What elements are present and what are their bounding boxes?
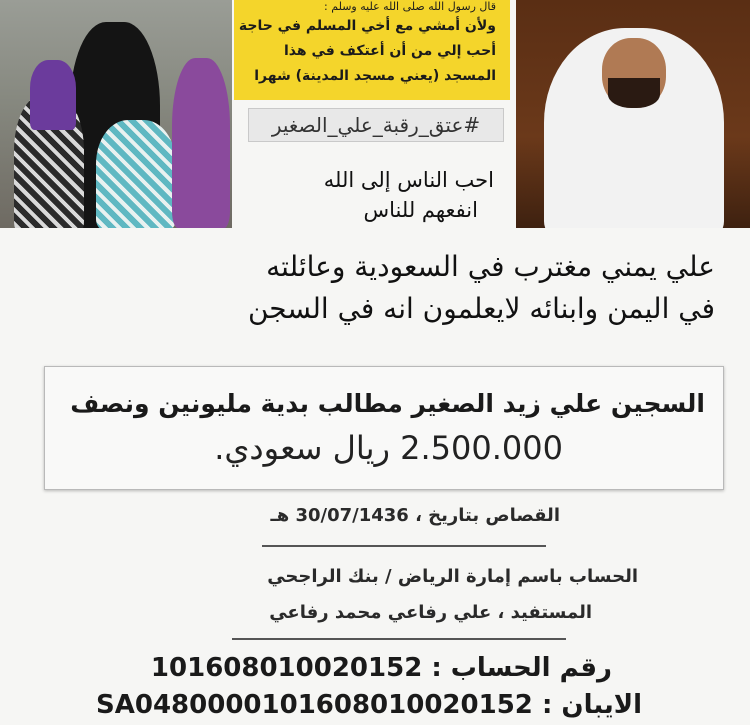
quote-line: المسجد (يعني مسجد المدينة) شهرا [254,68,496,84]
motto-line: احب الناس إلى الله [323,168,494,192]
headline-line: في اليمن وابنائه لايعلمون انه في السجن [247,292,715,325]
prisoner-demand-text: السجين علي زيد الصغير مطالب بدية مليونين ونصف [70,389,705,418]
child-figure [30,60,76,130]
account-number: رقم الحساب : 101608010020152 [150,653,612,683]
quote-line: قال رسول الله صلى الله عليه وسلم : [324,0,496,13]
blood-money-panel [44,366,724,490]
prisoner-photo [516,0,750,228]
account-name: الحساب باسم إمارة الرياض / بنك الراجحي [267,566,638,587]
beneficiary: المستفيد ، علي رفاعي محمد رفاعي [269,602,592,623]
quote-line: ولأن أمشي مع أخي المسلم في حاجة [238,18,496,34]
headline-line: علي يمني مغترب في السعودية وعائلته [266,250,715,283]
hadith-quote-box [234,0,510,100]
divider [232,638,566,640]
iban: الايبان : SA0480000101608010020152 [96,690,642,720]
hashtag: #عتق_رقبة_علي_الصغير [248,108,504,142]
motto-line: انفعهم للناس [363,198,478,222]
beard [608,78,660,108]
amount-text: 2.500.000 ريال سعودي. [214,429,563,467]
date-line: القصاص بتاريخ ، 30/07/1436 هـ [270,505,560,526]
child-figure [96,120,176,228]
divider [262,545,546,547]
quote-line: أحب إلي من أن أعتكف في هذا [283,43,496,59]
family-photo [0,0,232,228]
child-figure [172,58,230,228]
